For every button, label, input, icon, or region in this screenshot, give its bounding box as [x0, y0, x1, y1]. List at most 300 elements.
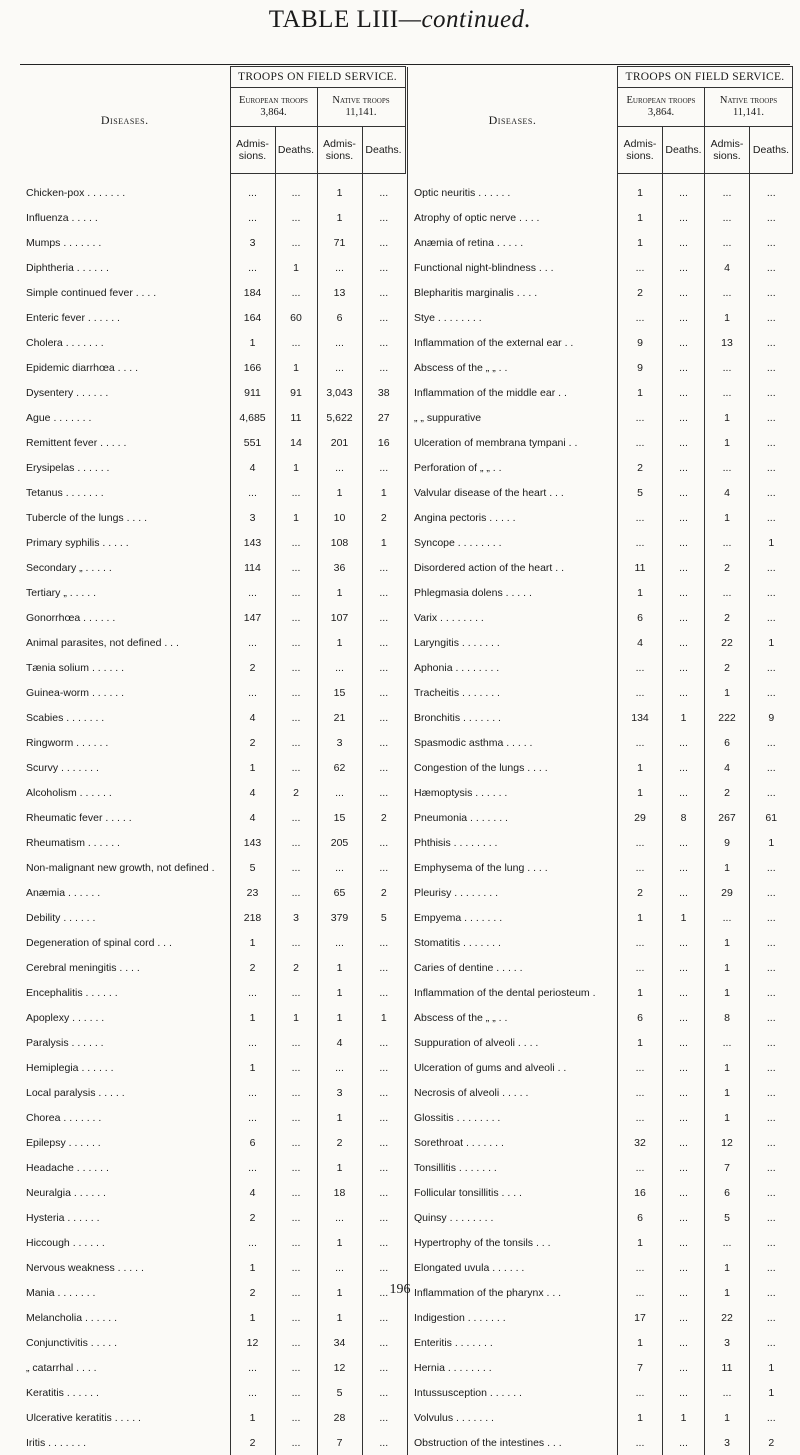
admissions-header: Admis-sions.	[618, 127, 663, 174]
native-admissions: ...	[705, 355, 750, 380]
european-admissions: ...	[230, 255, 275, 280]
european-deaths: ...	[663, 305, 705, 330]
native-deaths: ...	[750, 330, 793, 355]
european-admissions: ...	[618, 1255, 663, 1280]
table-row	[20, 680, 405, 705]
european-admissions: 1	[230, 1305, 275, 1330]
european-deaths: ...	[275, 180, 317, 205]
european-admissions: 1	[618, 980, 663, 1005]
native-admissions: ...	[705, 1380, 750, 1405]
disease-name: Gonorrhœa . . . . . .	[20, 605, 230, 630]
european-troops-header: European troops 3,864.	[618, 88, 705, 127]
european-admissions: 1	[230, 930, 275, 955]
european-admissions: 1	[230, 1255, 275, 1280]
table-row	[20, 730, 405, 755]
native-admissions: 4	[705, 755, 750, 780]
table-row	[20, 1105, 405, 1130]
european-deaths: 1	[275, 505, 317, 530]
native-admissions: ...	[705, 455, 750, 480]
native-admissions: 13	[317, 280, 362, 305]
table-row	[408, 330, 793, 355]
table-row	[20, 1430, 405, 1455]
deaths-header: Deaths.	[275, 127, 317, 174]
european-deaths: ...	[275, 280, 317, 305]
table-row	[408, 455, 793, 480]
table-row	[408, 580, 793, 605]
european-admissions: 29	[618, 805, 663, 830]
native-admissions: ...	[317, 930, 362, 955]
european-admissions: 17	[618, 1305, 663, 1330]
european-deaths: ...	[275, 1105, 317, 1130]
european-admissions: 114	[230, 555, 275, 580]
european-admissions: ...	[618, 680, 663, 705]
native-admissions: 1	[705, 1280, 750, 1305]
table-row	[408, 1005, 793, 1030]
disease-name: Apoplexy . . . . . .	[20, 1005, 230, 1030]
native-admissions: ...	[705, 180, 750, 205]
native-deaths: ...	[750, 655, 793, 680]
native-admissions: 1	[705, 305, 750, 330]
european-admissions: 23	[230, 880, 275, 905]
native-admissions: ...	[317, 780, 362, 805]
table-row	[408, 1430, 793, 1455]
european-deaths: ...	[275, 1405, 317, 1430]
admissions-header: Admis-sions.	[317, 127, 362, 174]
native-admissions: 28	[317, 1405, 362, 1430]
table-row	[20, 1130, 405, 1155]
native-admissions: 1	[317, 1155, 362, 1180]
disease-name: Tubercle of the lungs . . . .	[20, 505, 230, 530]
diseases-header: Diseases.	[408, 67, 618, 174]
native-deaths: ...	[750, 1405, 793, 1430]
european-deaths: ...	[663, 330, 705, 355]
disease-name: Ulceration of membrana tympani . .	[408, 430, 618, 455]
table-row	[408, 1080, 793, 1105]
native-deaths: ...	[362, 1180, 405, 1205]
disease-name: Inflammation of the dental periosteum .	[408, 980, 618, 1005]
disease-name: Non-malignant new growth, not defined .	[20, 855, 230, 880]
native-admissions: ...	[705, 1230, 750, 1255]
disease-name: Iritis . . . . . . .	[20, 1430, 230, 1455]
table-row	[20, 405, 405, 430]
disease-name: Scurvy . . . . . . .	[20, 755, 230, 780]
native-deaths: ...	[362, 180, 405, 205]
native-admissions: 1	[317, 955, 362, 980]
table-row	[408, 605, 793, 630]
european-deaths: 1	[663, 705, 705, 730]
disease-name: Hysteria . . . . . .	[20, 1205, 230, 1230]
native-admissions: 15	[317, 805, 362, 830]
european-deaths: ...	[663, 1005, 705, 1030]
european-deaths: ...	[663, 1080, 705, 1105]
disease-name: Neuralgia . . . . . .	[20, 1180, 230, 1205]
native-deaths: 16	[362, 430, 405, 455]
european-admissions: 1	[230, 1005, 275, 1030]
native-deaths: ...	[750, 1105, 793, 1130]
disease-name: Functional night-blindness . . .	[408, 255, 618, 280]
disease-name: Phlegmasia dolens . . . . .	[408, 580, 618, 605]
disease-name: Inflammation of the external ear . .	[408, 330, 618, 355]
native-admissions: ...	[705, 580, 750, 605]
left-table-body	[20, 174, 405, 1455]
native-deaths: ...	[750, 1030, 793, 1055]
european-deaths: ...	[663, 355, 705, 380]
european-admissions: 1	[618, 1405, 663, 1430]
native-admissions: 267	[705, 805, 750, 830]
european-admissions: 1	[230, 1055, 275, 1080]
table-row	[408, 1155, 793, 1180]
native-admissions: ...	[705, 1030, 750, 1055]
table-row	[408, 855, 793, 880]
european-deaths: ...	[275, 330, 317, 355]
european-admissions: ...	[230, 1355, 275, 1380]
table-row	[408, 555, 793, 580]
table-row	[20, 705, 405, 730]
table-row	[20, 205, 405, 230]
european-deaths: ...	[275, 705, 317, 730]
european-deaths: ...	[275, 555, 317, 580]
native-admissions: 3	[317, 730, 362, 755]
native-deaths: 2	[362, 880, 405, 905]
european-deaths: ...	[663, 1130, 705, 1155]
disease-name: Mania . . . . . . .	[20, 1280, 230, 1305]
native-admissions: 4	[317, 1030, 362, 1055]
native-deaths: 27	[362, 405, 405, 430]
disease-name: Atrophy of optic nerve . . . .	[408, 205, 618, 230]
european-deaths: ...	[275, 1255, 317, 1280]
table-row	[408, 180, 793, 205]
native-deaths: ...	[362, 1080, 405, 1105]
european-deaths: ...	[663, 180, 705, 205]
right-statistics-table	[407, 66, 793, 1455]
european-admissions: 147	[230, 605, 275, 630]
table-row	[408, 1055, 793, 1080]
native-admissions: 1	[705, 930, 750, 955]
disease-name: Quinsy . . . . . . . .	[408, 1205, 618, 1230]
native-deaths: ...	[750, 780, 793, 805]
european-admissions: ...	[618, 530, 663, 555]
native-deaths: ...	[362, 1380, 405, 1405]
native-admissions: ...	[317, 355, 362, 380]
table-title-suffix: —continued.	[399, 6, 532, 33]
table-row	[408, 530, 793, 555]
disease-name: Obstruction of the intestines . . .	[408, 1430, 618, 1455]
native-deaths: ...	[362, 1330, 405, 1355]
native-admissions: 379	[317, 905, 362, 930]
native-deaths: ...	[362, 1205, 405, 1230]
disease-name: Tertiary „ . . . . .	[20, 580, 230, 605]
table-row	[408, 655, 793, 680]
european-deaths: 14	[275, 430, 317, 455]
european-admissions: ...	[618, 955, 663, 980]
table-row	[20, 630, 405, 655]
european-admissions: 4	[230, 805, 275, 830]
european-admissions: 7	[618, 1355, 663, 1380]
table-row	[20, 530, 405, 555]
native-deaths: ...	[362, 955, 405, 980]
european-admissions: ...	[618, 1155, 663, 1180]
native-deaths: ...	[750, 455, 793, 480]
disease-name: Ulcerative keratitis . . . . .	[20, 1405, 230, 1430]
native-admissions: 4	[705, 255, 750, 280]
european-deaths: ...	[275, 580, 317, 605]
native-admissions: ...	[705, 905, 750, 930]
disease-name: Chorea . . . . . . .	[20, 1105, 230, 1130]
table-row	[20, 855, 405, 880]
european-admissions: 1	[230, 1405, 275, 1430]
native-deaths: ...	[750, 1180, 793, 1205]
european-admissions: ...	[618, 305, 663, 330]
european-deaths: ...	[663, 1205, 705, 1230]
table-row	[20, 280, 405, 305]
european-deaths: ...	[275, 1305, 317, 1330]
table-row	[408, 405, 793, 430]
table-row	[408, 830, 793, 855]
european-admissions: 6	[230, 1130, 275, 1155]
disease-name: Enteritis . . . . . . .	[408, 1330, 618, 1355]
european-admissions: 1	[618, 780, 663, 805]
native-deaths: 1	[362, 1005, 405, 1030]
native-admissions: 18	[317, 1180, 362, 1205]
native-admissions: 1	[317, 1305, 362, 1330]
european-troops-header: European troops 3,864.	[230, 88, 317, 127]
european-deaths: ...	[663, 605, 705, 630]
table-row	[20, 380, 405, 405]
native-admissions: ...	[317, 855, 362, 880]
european-admissions: ...	[230, 180, 275, 205]
native-admissions: 6	[705, 1180, 750, 1205]
native-admissions: 10	[317, 505, 362, 530]
table-row	[408, 380, 793, 405]
european-deaths: ...	[663, 1430, 705, 1455]
european-deaths: ...	[275, 1355, 317, 1380]
native-deaths: ...	[362, 555, 405, 580]
disease-name: Keratitis . . . . . .	[20, 1380, 230, 1405]
european-admissions: 5	[618, 480, 663, 505]
european-deaths: ...	[663, 555, 705, 580]
european-admissions: ...	[618, 1380, 663, 1405]
table-row	[408, 1030, 793, 1055]
native-admissions: 1	[317, 980, 362, 1005]
native-deaths: ...	[750, 280, 793, 305]
native-admissions: 2	[705, 780, 750, 805]
european-deaths: ...	[663, 205, 705, 230]
table-row	[408, 755, 793, 780]
european-admissions: 1	[618, 1230, 663, 1255]
disease-name: Local paralysis . . . . .	[20, 1080, 230, 1105]
european-deaths: ...	[663, 1155, 705, 1180]
european-deaths: ...	[275, 1230, 317, 1255]
disease-name: Spasmodic asthma . . . . .	[408, 730, 618, 755]
table-row	[20, 1255, 405, 1280]
european-deaths: ...	[663, 1230, 705, 1255]
native-deaths: ...	[750, 1130, 793, 1155]
native-deaths: 2	[362, 805, 405, 830]
disease-name: Abscess of the „ „ . .	[408, 1005, 618, 1030]
disease-name: Diphtheria . . . . . .	[20, 255, 230, 280]
native-deaths: ...	[750, 580, 793, 605]
table-row	[20, 780, 405, 805]
european-admissions: ...	[230, 205, 275, 230]
native-deaths: ...	[362, 630, 405, 655]
european-deaths: ...	[663, 1330, 705, 1355]
native-admissions: 201	[317, 430, 362, 455]
european-deaths: ...	[663, 1305, 705, 1330]
native-deaths: 1	[362, 530, 405, 555]
disease-name: Intussusception . . . . . .	[408, 1380, 618, 1405]
native-deaths: ...	[362, 580, 405, 605]
native-deaths: ...	[362, 930, 405, 955]
native-admissions: 65	[317, 880, 362, 905]
european-deaths: ...	[663, 1055, 705, 1080]
disease-name: Hæmoptysis . . . . . .	[408, 780, 618, 805]
european-admissions: ...	[230, 1230, 275, 1255]
table-row	[408, 880, 793, 905]
disease-name: Headache . . . . . .	[20, 1155, 230, 1180]
native-deaths: ...	[750, 1230, 793, 1255]
native-deaths: ...	[362, 230, 405, 255]
european-deaths: 11	[275, 405, 317, 430]
european-deaths: ...	[663, 530, 705, 555]
disease-name: Ringworm . . . . . .	[20, 730, 230, 755]
native-deaths: 1	[750, 1355, 793, 1380]
table-row	[20, 930, 405, 955]
table-row	[20, 1230, 405, 1255]
disease-name: Chicken-pox . . . . . . .	[20, 180, 230, 205]
european-deaths: ...	[663, 680, 705, 705]
european-admissions: 1	[618, 755, 663, 780]
top-rule	[20, 64, 790, 65]
table-row	[20, 605, 405, 630]
disease-name: Indigestion . . . . . . .	[408, 1305, 618, 1330]
european-admissions: 1	[618, 1330, 663, 1355]
european-deaths: ...	[275, 1380, 317, 1405]
european-admissions: ...	[618, 1280, 663, 1305]
disease-name: Necrosis of alveoli . . . . .	[408, 1080, 618, 1105]
native-deaths: 38	[362, 380, 405, 405]
disease-name: Valvular disease of the heart . . .	[408, 480, 618, 505]
native-deaths: ...	[750, 930, 793, 955]
european-deaths: ...	[275, 755, 317, 780]
table-row	[20, 455, 405, 480]
european-admissions: 2	[230, 1430, 275, 1455]
european-admissions: 1	[618, 180, 663, 205]
native-admissions: 34	[317, 1330, 362, 1355]
table-row	[408, 1255, 793, 1280]
european-deaths: ...	[275, 855, 317, 880]
native-admissions: 1	[317, 1230, 362, 1255]
european-admissions: 164	[230, 305, 275, 330]
table-row	[408, 430, 793, 455]
european-deaths: ...	[663, 1380, 705, 1405]
native-admissions: ...	[705, 380, 750, 405]
european-admissions: ...	[618, 1080, 663, 1105]
table-row	[20, 1180, 405, 1205]
deaths-header: Deaths.	[362, 127, 405, 174]
european-admissions: 11	[618, 555, 663, 580]
native-deaths: ...	[750, 380, 793, 405]
european-admissions: 2	[618, 280, 663, 305]
table-row	[408, 280, 793, 305]
native-deaths: ...	[362, 1405, 405, 1430]
disease-name: Congestion of the lungs . . . .	[408, 755, 618, 780]
disease-name: Inflammation of the middle ear . .	[408, 380, 618, 405]
european-admissions: 4	[230, 455, 275, 480]
native-admissions: 222	[705, 705, 750, 730]
european-deaths: ...	[663, 830, 705, 855]
european-deaths: 1	[275, 255, 317, 280]
disease-name: Anæmia of retina . . . . .	[408, 230, 618, 255]
european-admissions: ...	[618, 430, 663, 455]
disease-name: „ „ suppurative	[408, 405, 618, 430]
european-admissions: ...	[230, 1080, 275, 1105]
disease-name: Rheumatism . . . . . .	[20, 830, 230, 855]
table-row	[20, 830, 405, 855]
native-deaths: ...	[750, 405, 793, 430]
native-deaths: ...	[362, 680, 405, 705]
disease-name: Volvulus . . . . . . .	[408, 1405, 618, 1430]
right-table-body	[408, 174, 793, 1455]
disease-name: Simple continued fever . . . .	[20, 280, 230, 305]
left-table-panel	[20, 66, 405, 1455]
native-deaths: ...	[750, 955, 793, 980]
native-deaths: ...	[362, 1030, 405, 1055]
disease-name: Alcoholism . . . . . .	[20, 780, 230, 805]
native-deaths: ...	[362, 730, 405, 755]
disease-name: Enteric fever . . . . . .	[20, 305, 230, 330]
disease-name: Hernia . . . . . . . .	[408, 1355, 618, 1380]
native-admissions: ...	[317, 255, 362, 280]
native-deaths: ...	[362, 980, 405, 1005]
field-service-header: TROOPS ON FIELD SERVICE.	[618, 67, 793, 88]
disease-name: Blepharitis marginalis . . . .	[408, 280, 618, 305]
european-admissions: 4	[230, 705, 275, 730]
native-admissions: 5	[705, 1205, 750, 1230]
european-deaths: ...	[275, 655, 317, 680]
native-admissions: 1	[317, 1280, 362, 1305]
european-deaths: ...	[663, 1105, 705, 1130]
native-admissions: 1	[317, 1105, 362, 1130]
european-admissions: 4	[618, 630, 663, 655]
table-row	[408, 705, 793, 730]
disease-name: Tetanus . . . . . . .	[20, 480, 230, 505]
native-deaths: ...	[750, 730, 793, 755]
admissions-header: Admis-sions.	[230, 127, 275, 174]
european-admissions: ...	[618, 930, 663, 955]
table-row	[20, 1305, 405, 1330]
european-deaths: ...	[663, 505, 705, 530]
disease-name: „ catarrhal . . . .	[20, 1355, 230, 1380]
native-admissions: 3,043	[317, 380, 362, 405]
european-admissions: 911	[230, 380, 275, 405]
native-deaths: ...	[750, 980, 793, 1005]
native-deaths: ...	[362, 355, 405, 380]
table-row	[408, 1230, 793, 1255]
native-admissions: 1	[317, 1005, 362, 1030]
native-admissions: 1	[705, 430, 750, 455]
table-row	[20, 355, 405, 380]
european-admissions: 16	[618, 1180, 663, 1205]
european-deaths: ...	[275, 730, 317, 755]
native-admissions: 1	[705, 980, 750, 1005]
european-deaths: ...	[275, 480, 317, 505]
european-deaths: ...	[663, 855, 705, 880]
european-admissions: 12	[230, 1330, 275, 1355]
native-admissions: 36	[317, 555, 362, 580]
native-admissions: 15	[317, 680, 362, 705]
native-admissions: 1	[705, 955, 750, 980]
european-deaths: ...	[663, 430, 705, 455]
